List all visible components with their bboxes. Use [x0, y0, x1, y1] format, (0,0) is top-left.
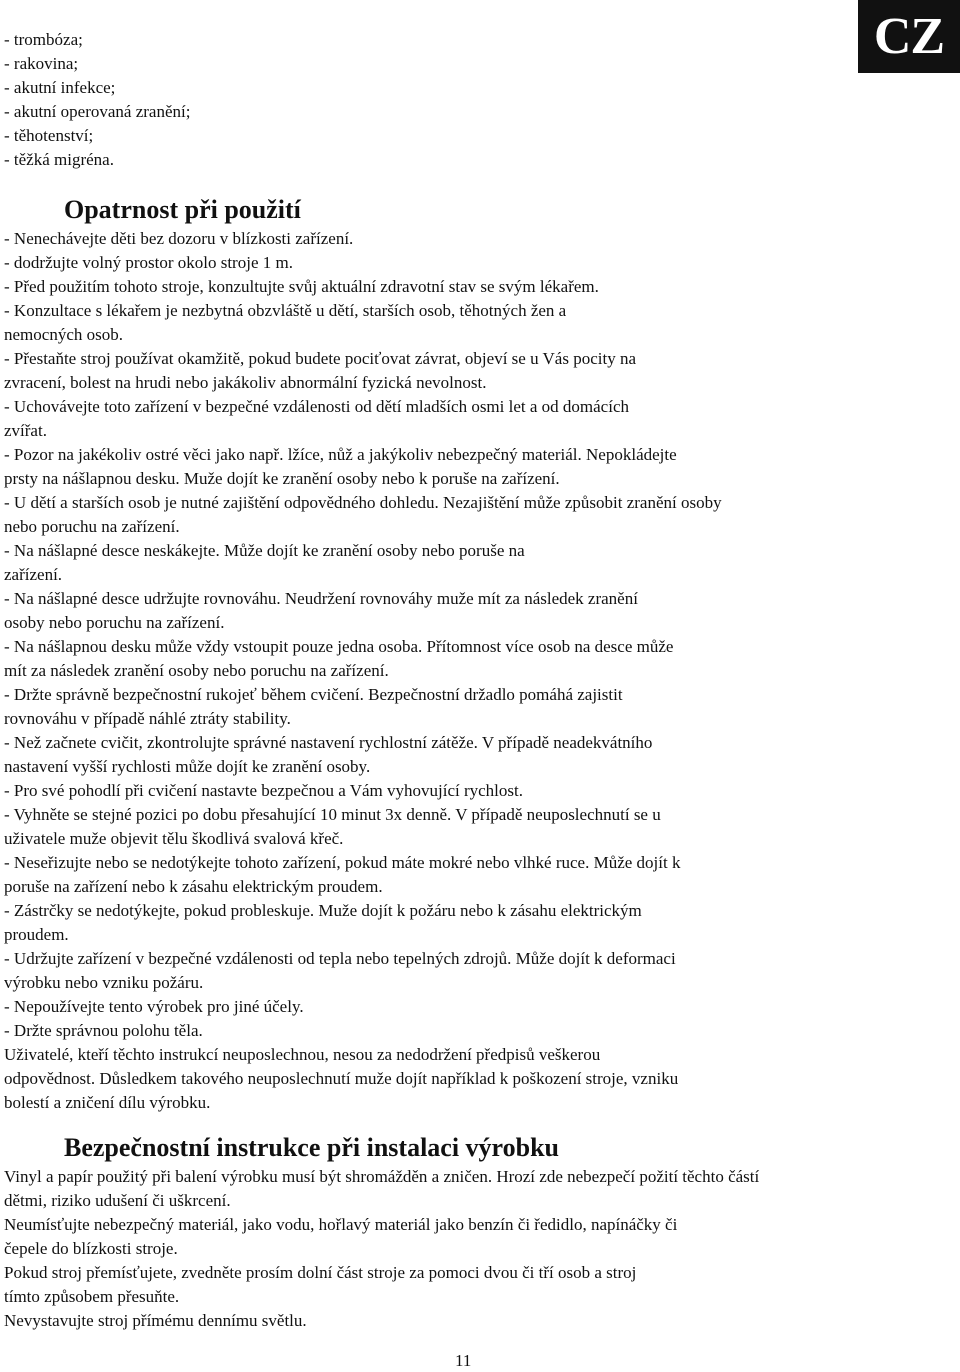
text-line: - Udržujte zařízení v bezpečné vzdálenosti od tepla nebo tepelných zdrojů. Může dojít k deformaci	[4, 949, 676, 968]
text-line: Uživatelé, kteří těchto instrukcí neuposlechnou, nesou za nedodržení předpisů veškerou	[4, 1045, 601, 1064]
text-line: uživatele muže objevit tělu škodlivá svalová křeč.	[4, 829, 344, 848]
text-line: - Pozor na jakékoliv ostré věci jako např. lžíce, nůž a jakýkoliv nebezpečný materiál. Nepokládejte	[4, 445, 677, 464]
text-line: - Neseřizujte nebo se nedotýkejte tohoto zařízení, pokud máte mokré nebo vlhké ruce. Může dojít k	[4, 853, 681, 872]
caution-text	[4, 227, 884, 1115]
text-line: - Držte správnou polohu těla.	[4, 1021, 203, 1040]
text-line: - U dětí a starších osob je nutné zajištění odpovědného dohledu. Nezajištění může způsobit zranění osoby	[4, 493, 722, 512]
text-line: dětmi, riziko udušení či uškrcení.	[4, 1191, 231, 1210]
text-line: poruše na zařízení nebo k zásahu elektrickým proudem.	[4, 877, 383, 896]
text-line: - Konzultace s lékařem je nezbytná obzvláště u dětí, starších osob, těhotných žen a	[4, 301, 567, 320]
list-item: - trombóza;	[4, 30, 83, 49]
text-line: - Na nášlapnou desku může vždy vstoupit pouze jedna osoba. Přítomnost více osob na desce může	[4, 637, 674, 656]
text-line: - Nepoužívejte tento výrobek pro jiné účely.	[4, 997, 304, 1016]
text-line: výrobku nebo vzniku požáru.	[4, 973, 204, 992]
text-line: Pokud stroj přemísťujete, zvedněte prosím dolní část stroje za pomoci dvou či tří osob a stroj	[4, 1263, 637, 1282]
text-line: - Vyhněte se stejné pozici po dobu přesahující 10 minut 3x denně. V případě neuposlechnutí se u	[4, 805, 661, 824]
text-line: zařízení.	[4, 565, 63, 584]
text-line: proudem.	[4, 925, 69, 944]
text-line: mít za následek zranění osoby nebo poruchu na zařízení.	[4, 661, 389, 680]
text-line: tímto způsobem přesuňte.	[4, 1287, 180, 1306]
section-heading-caution: Opatrnost při použití	[64, 195, 301, 224]
text-line: rovnováhu v případě náhlé ztráty stability.	[4, 709, 291, 728]
text-line: nemocných osob.	[4, 325, 123, 344]
text-line: osoby nebo poruchu na zařízení.	[4, 613, 225, 632]
text-line: čepele do blízkosti stroje.	[4, 1239, 178, 1258]
text-line: - Než začnete cvičit, zkontrolujte správné nastavení rychlostní zátěže. V případě neadekvátního	[4, 733, 653, 752]
text-line: - Držte správně bezpečnostní rukojeť během cvičení. Bezpečnostní držadlo pomáhá zajistit	[4, 685, 623, 704]
text-line: - dodržujte volný prostor okolo stroje 1 m.	[4, 253, 293, 272]
text-line: zvracení, bolest na hrudi nebo jakákoliv abnormální fyzická nevolnost.	[4, 373, 487, 392]
text-line: - Uchovávejte toto zařízení v bezpečné vzdálenosti od dětí mladších osmi let a od domácích	[4, 397, 629, 416]
text-line: nebo poruchu na zařízení.	[4, 517, 180, 536]
text-line: - Přestaňte stroj používat okamžitě, pokud budete pociťovat závrat, objeví se u Vás pocity na	[4, 349, 636, 368]
language-badge: CZ	[858, 0, 960, 73]
text-line: Vinyl a papír použitý při balení výrobku musí být shromážděn a zničen. Hrozí zde nebezpečí požití těchto částí	[4, 1167, 760, 1186]
list-item: - akutní infekce;	[4, 78, 116, 97]
text-line: bolestí a zničení dílu výrobku.	[4, 1093, 211, 1112]
text-line: - Nenechávejte děti bez dozoru v blízkosti zařízení.	[4, 229, 354, 248]
text-line: - Zástrčky se nedotýkejte, pokud probleskuje. Muže dojít k požáru nebo k zásahu elektrickým	[4, 901, 642, 920]
text-line: prsty na nášlapnou desku. Muže dojít ke zranění osoby nebo k poruše na zařízení.	[4, 469, 560, 488]
text-line: - Na nášlapné desce udržujte rovnováhu. Neudržení rovnováhy muže mít za následek zranění	[4, 589, 638, 608]
text-line: - Na nášlapné desce neskákejte. Může dojít ke zranění osoby nebo poruše na	[4, 541, 525, 560]
text-line: odpovědnost. Důsledkem takového neuposlechnutí muže dojít například k poškození stroje, vzniku	[4, 1069, 679, 1088]
section-heading-installation: Bezpečnostní instrukce při instalaci výrobku	[64, 1133, 560, 1162]
page-number: 11	[455, 1351, 472, 1370]
text-line: Nevystavujte stroj přímému dennímu světlu.	[4, 1311, 307, 1330]
list-item: - těžká migréna.	[4, 150, 114, 169]
text-line: Neumísťujte nebezpečný materiál, jako vodu, hořlavý materiál jako benzín či ředidlo, napínáčky či	[4, 1215, 678, 1234]
text-line: - Pro své pohodlí při cvičení nastavte bezpečnou a Vám vyhovující rychlost.	[4, 781, 523, 800]
list-item: - akutní operovaná zranění;	[4, 102, 191, 121]
text-line: nastavení vyšší rychlosti může dojít ke zranění osoby.	[4, 757, 371, 776]
text-line: - Před použitím tohoto stroje, konzultujte svůj aktuální zdravotní stav se svým lékařem.	[4, 277, 599, 296]
installation-text	[4, 1165, 944, 1333]
list-item: - rakovina;	[4, 54, 79, 73]
contraindications-list	[4, 28, 190, 172]
text-line: zvířat.	[4, 421, 47, 440]
list-item: - těhotenství;	[4, 126, 94, 145]
